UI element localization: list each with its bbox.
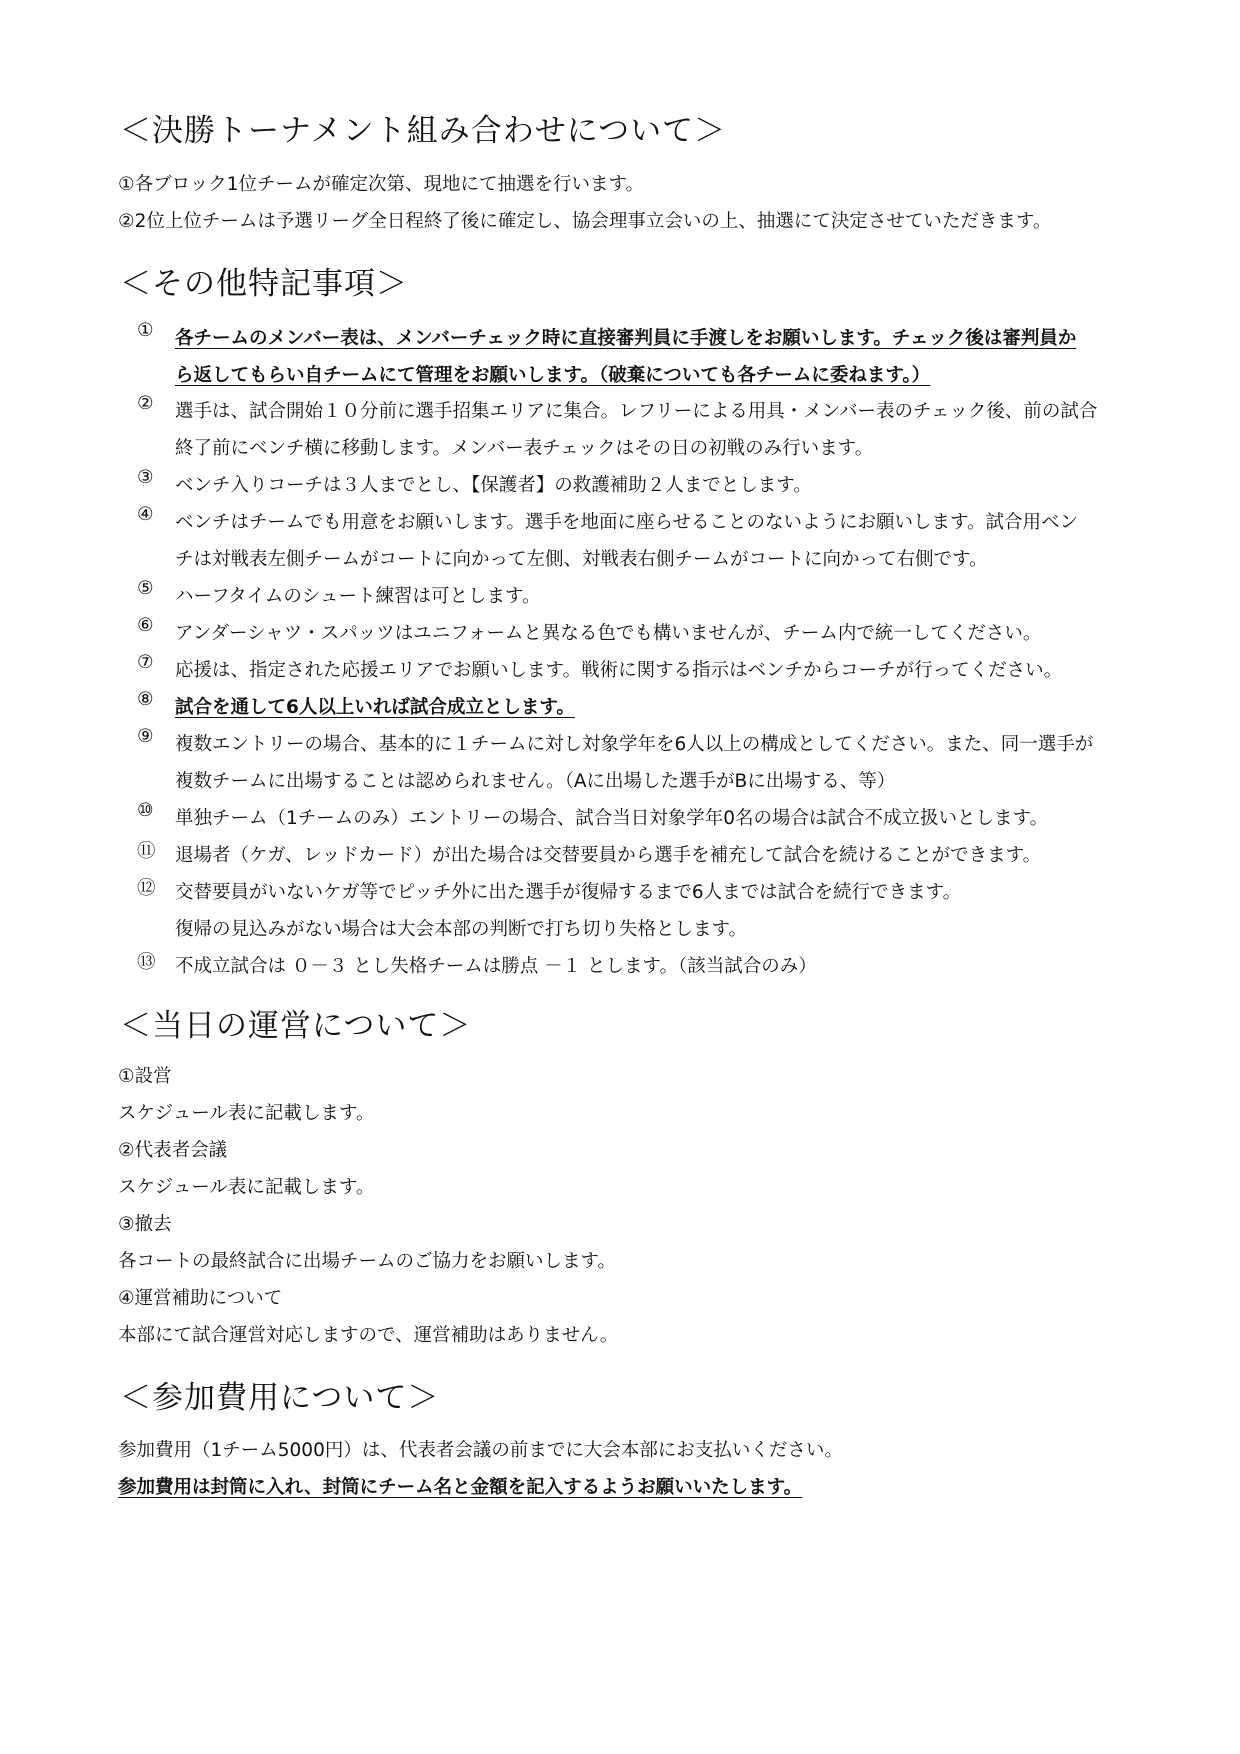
note-text-line: ベンチ入りコーチは３人までとし、【保護者】の救護補助２人までとします。 (175, 475, 812, 496)
tournament-line-2: ②2位上位チームは予選リーグ全日程終了後に確定し、協会理事立会いの上、抽選にて決定させていただきます。 (118, 211, 1052, 232)
note-number: ① (137, 320, 154, 341)
note-number: ⑫ (137, 878, 156, 899)
note-number: ④ (137, 504, 154, 525)
operations-line-8: 本部にて試合運営対応しますので、運営補助はありません。 (118, 1325, 619, 1346)
note-text-line: チは対戦表左側チームがコートに向かって左側、対戦表右側チームがコートに向かって右側です。 (175, 549, 988, 570)
note-text-line: 不成立試合は ０－３ とし失格チームは勝点 －１ とします。（該当試合のみ） (175, 956, 817, 977)
heading-fee: ＜参加費用について＞ (120, 1380, 440, 1416)
note-text-line: アンダーシャツ・スパッツはユニフォームと異なる色でも構いませんが、チーム内で統一してください。 (175, 623, 1042, 644)
operations-line-2: スケジュール表に記載します。 (118, 1103, 375, 1124)
note-text-line: 選手は、試合開始１０分前に選手招集エリアに集合。レフリーによる用具・メンバー表のチェック後、前の試合 (175, 401, 1098, 422)
operations-line-5: ③撤去 (118, 1214, 172, 1235)
note-number: ⑤ (137, 578, 154, 599)
tournament-line-1: ①各ブロック1位チームが確定次第、現地にて抽選を行います。 (118, 174, 645, 195)
note-number: ② (137, 393, 154, 414)
fee-line-1: 参加費用（1チーム5000円）は、代表者会議の前までに大会本部にお支払いください。 (118, 1440, 843, 1461)
note-text-line: 応援は、指定された応援エリアでお願いします。戦術に関する指示はベンチからコーチが行ってください。 (175, 660, 1063, 681)
operations-line-1: ①設営 (118, 1066, 172, 1087)
note-text-line: 終了前にベンチ横に移動します。メンバー表チェックはその日の初戦のみ行います。 (175, 438, 874, 459)
note-text-line: 試合を通して6人以上いれば試合成立とします。 (175, 697, 575, 718)
note-number: ⑦ (137, 652, 154, 673)
note-number: ⑨ (137, 726, 154, 747)
operations-line-7: ④運営補助について (118, 1288, 283, 1309)
note-text-line: 各チームのメンバー表は、メンバーチェック時に直接審判員に手渡しをお願いします。チェック後は審判員か (175, 328, 1077, 349)
note-number: ③ (137, 467, 154, 488)
note-number: ⑥ (137, 615, 154, 636)
operations-line-3: ②代表者会議 (118, 1140, 228, 1161)
note-text-line: 複数エントリーの場合、基本的に１チームに対し対象学年を6人以上の構成としてください。また、同一選手が (175, 734, 1094, 755)
note-text-line: 単独チーム（1チームのみ）エントリーの場合、試合当日対象学年0名の場合は試合不成立扱いとします。 (175, 808, 1049, 829)
note-text-line: ベンチはチームでも用意をお願いします。選手を地面に座らせることのないようにお願いします。試合用ベン (175, 512, 1078, 533)
note-text-line: ら返してもらい自チームにて管理をお願いします。（破棄についても各チームに委ねます。） (175, 365, 931, 386)
note-number: ⑧ (137, 689, 154, 710)
heading-other-notes: ＜その他特記事項＞ (120, 266, 408, 302)
note-number: ⑬ (137, 952, 156, 973)
note-text-line: 復帰の見込みがない場合は大会本部の判断で打ち切り失格とします。 (175, 919, 748, 940)
note-text-line: 交替要員がいないケガ等でピッチ外に出た選手が復帰するまで6人までは試合を続行できます。 (175, 882, 962, 903)
note-text-line: 退場者（ケガ、レッドカード）が出た場合は交替要員から選手を補充して試合を続けることができます。 (175, 845, 1042, 866)
note-text-line: 複数チームに出場することは認められません。（Aに出場した選手がBに出場する、等） (175, 771, 896, 792)
note-text-line: ハーフタイムのシュート練習は可とします。 (175, 586, 541, 607)
heading-tournament-draw: ＜決勝トーナメント組み合わせについて＞ (120, 113, 727, 149)
fee-line-2: 参加費用は封筒に入れ、封筒にチーム名と金額を記入するようお願いいたします。 (118, 1477, 803, 1498)
operations-line-4: スケジュール表に記載します。 (118, 1177, 375, 1198)
operations-line-6: 各コートの最終試合に出場チームのご協力をお願いします。 (118, 1251, 617, 1272)
note-number: ⑪ (137, 841, 156, 862)
note-number: ⑩ (137, 800, 154, 821)
heading-operations: ＜当日の運営について＞ (120, 1008, 472, 1044)
